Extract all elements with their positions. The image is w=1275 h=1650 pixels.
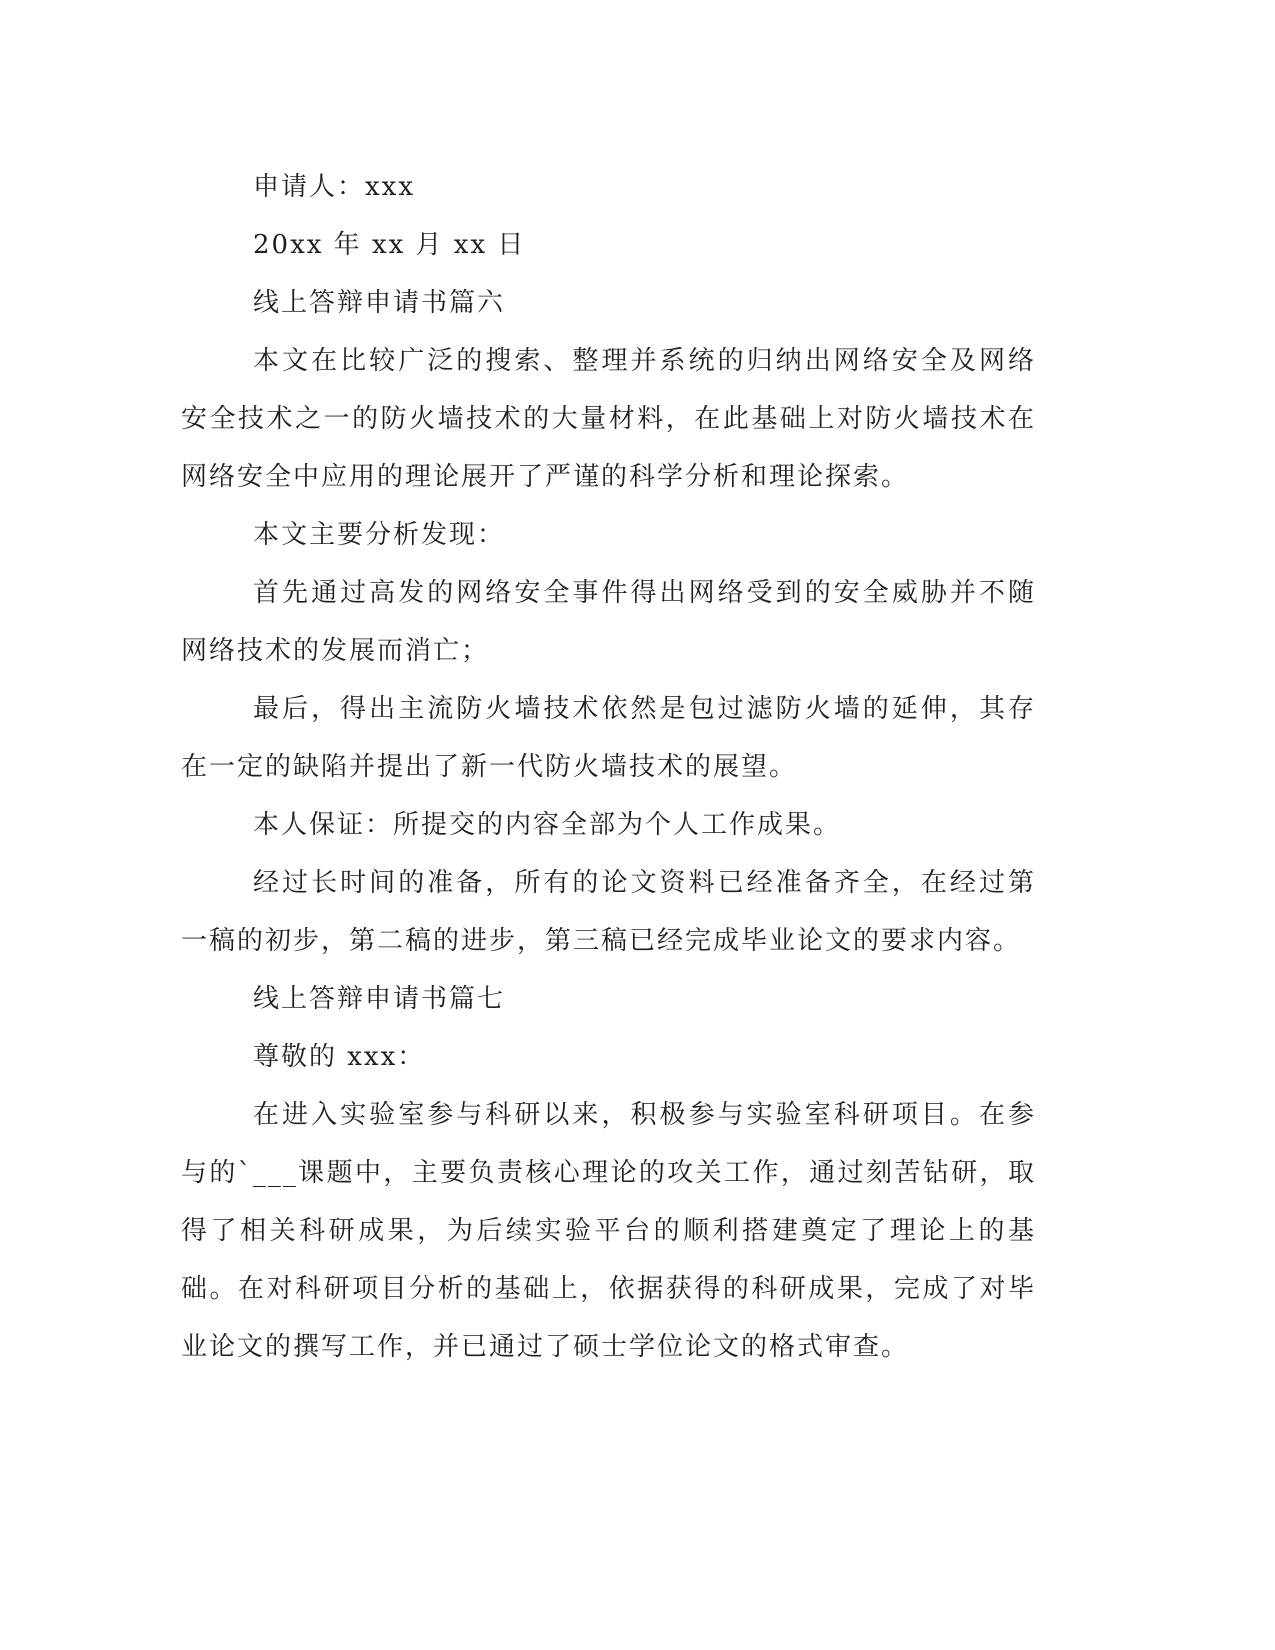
- section-heading-seven: 线上答辩申请书篇七: [253, 984, 506, 1014]
- paragraph-preparation: 经过长时间的准备，所有的论文资料已经准备齐全，在经过第一稿的初步，第二稿的进步，第三稿已经完成毕业论文的要求内容。: [181, 868, 1036, 956]
- paragraph-lab-research: 在进入实验室参与科研以来，积极参与实验室科研项目。在参与的`___课题中，主要负责核心理论的攻关工作，通过刻苦钻研，取得了相关科研成果，为后续实验平台的顺利搭建奠定了理论上的基础。在对科研项目分析的基础上，依据获得的科研成果，完成了对毕业论文的撰写工作，并已通过了硕士学位论文的格式审查。: [181, 1100, 1036, 1362]
- paragraph-guarantee: 本人保证：所提交的内容全部为个人工作成果。: [253, 810, 842, 840]
- salutation: 尊敬的 xxx：: [253, 1042, 426, 1072]
- paragraph-finding-last: 最后，得出主流防火墙技术依然是包过滤防火墙的延伸，其存在一定的缺陷并提出了新一代防火墙技术的展望。: [181, 694, 1036, 782]
- paragraph-finding-first: 首先通过高发的网络安全事件得出网络受到的安全威胁并不随网络技术的发展而消亡；: [181, 578, 1036, 666]
- paragraph-findings-intro: 本文主要分析发现：: [253, 520, 506, 550]
- paragraph-research-summary: 本文在比较广泛的搜索、整理并系统的归纳出网络安全及网络安全技术之一的防火墙技术的大量材料，在此基础上对防火墙技术在网络安全中应用的理论展开了严谨的科学分析和理论探索。: [181, 346, 1036, 492]
- date-line: 20xx 年 xx 月 xx 日: [253, 230, 526, 260]
- applicant-line: 申请人：xxx: [253, 172, 415, 202]
- section-heading-six: 线上答辩申请书篇六: [253, 288, 506, 318]
- document-body: [181, 158, 1036, 1376]
